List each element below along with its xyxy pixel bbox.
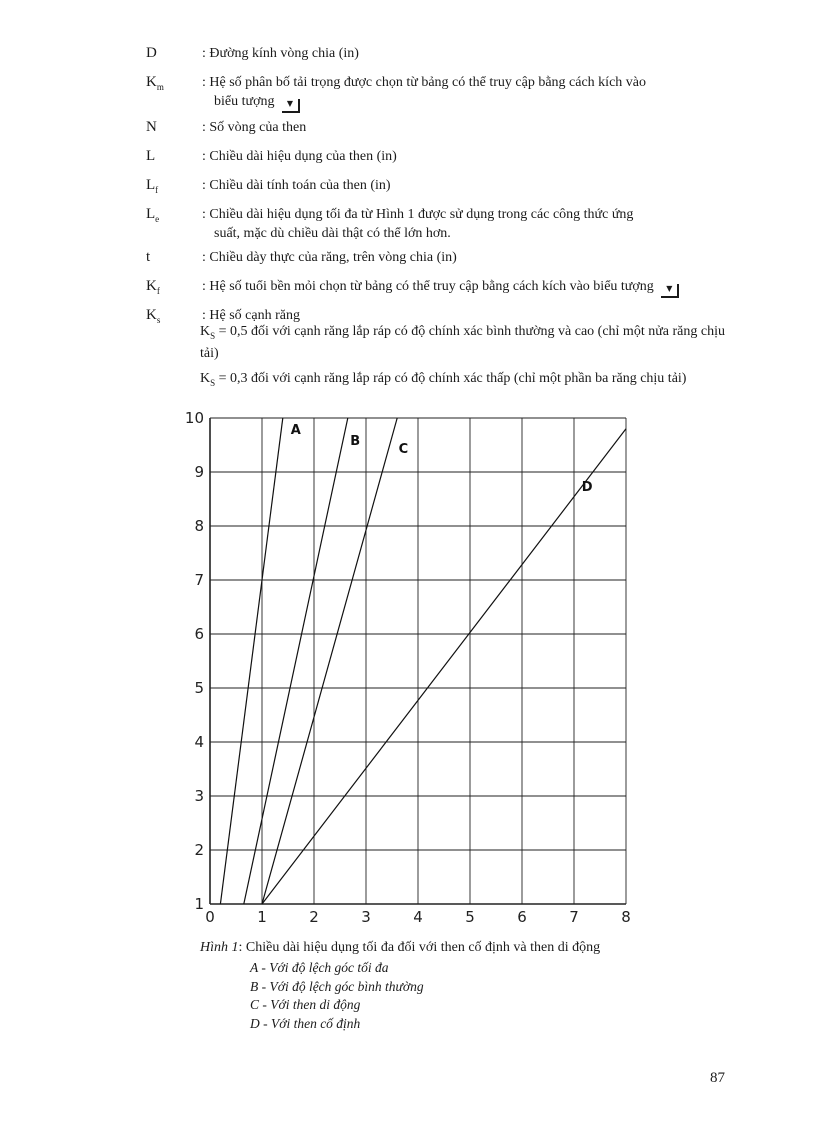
legend-item: D - Với then cố định bbox=[250, 1015, 361, 1031]
series-line-a bbox=[220, 418, 282, 904]
definition-symbol: N bbox=[146, 119, 157, 135]
ks-note: $K_S = 0,5$ đối với cạnh răng lắp ráp có độ chính xác bình thường và cao (chỉ một nửa răng chịu tải) bbox=[200, 324, 725, 361]
definition-symbol: $L_e$ bbox=[146, 206, 160, 224]
legend-item: A - Với độ lệch góc tối đa bbox=[250, 960, 389, 975]
series-label-a: A bbox=[290, 423, 301, 439]
definition-text: : Hệ số phân bố tải trọng được chọn từ bảng có thể truy cập bằng cách kích vào biểu tượng ▼ bbox=[202, 73, 746, 113]
definition-row bbox=[146, 277, 746, 301]
definition-text: : Đường kính vòng chia (in) bbox=[202, 46, 359, 61]
definition-row bbox=[146, 205, 746, 243]
series-line-c bbox=[262, 418, 397, 904]
series-line-d bbox=[262, 429, 626, 904]
definition-row bbox=[146, 118, 746, 142]
y-tick-label: 1 bbox=[194, 895, 204, 913]
definition-text: : Hệ số cạnh răng bbox=[202, 308, 300, 323]
x-tick-label: 2 bbox=[309, 908, 319, 926]
definition-text: : Số vòng của then bbox=[202, 120, 307, 135]
legend-item: B - Với độ lệch góc bình thường bbox=[250, 978, 424, 994]
definition-row bbox=[146, 73, 746, 113]
figure-caption bbox=[200, 938, 600, 957]
definition-text: : Chiều dài hiệu dụng của then (in) bbox=[202, 149, 397, 164]
y-tick-label: 8 bbox=[194, 517, 204, 535]
y-tick-label: 7 bbox=[194, 571, 204, 589]
y-tick-label: 3 bbox=[194, 787, 204, 805]
y-tick-label: 5 bbox=[194, 679, 204, 697]
x-tick-label: 6 bbox=[517, 908, 527, 926]
definition-symbol: D bbox=[146, 45, 157, 61]
legend-item: C - Với then di động bbox=[250, 997, 361, 1012]
definition-text: : Hệ số tuổi bền mỏi chọn từ bảng có thể truy cập bằng cách kích vào biểu tượng ▼ bbox=[202, 277, 746, 298]
figure-legend bbox=[250, 959, 424, 1033]
series-label-c: C bbox=[398, 442, 409, 458]
definition-symbol: $K_s$ bbox=[146, 307, 161, 325]
y-tick-label: 2 bbox=[194, 841, 204, 859]
definition-symbol: L bbox=[146, 148, 156, 164]
definition-text: : Chiều dài hiệu dụng tối đa từ Hình 1 được sử dụng trong các công thức ứng suất, mặc dù chiều dài thật có thể lớn hơn. bbox=[202, 207, 634, 241]
y-tick-label: 9 bbox=[194, 463, 204, 481]
x-tick-label: 0 bbox=[205, 908, 215, 926]
caption-label: Hình 1 bbox=[200, 940, 239, 955]
series-line-b bbox=[244, 418, 348, 904]
definition-row bbox=[146, 176, 746, 200]
x-tick-label: 7 bbox=[569, 908, 579, 926]
y-tick-label: 4 bbox=[194, 733, 204, 751]
definition-text: : Chiều dày thực của răng, trên vòng chia (in) bbox=[202, 250, 457, 265]
table-lookup-icon[interactable]: ▼ bbox=[282, 99, 300, 113]
x-tick-label: 5 bbox=[465, 908, 475, 926]
y-tick-label: 6 bbox=[194, 625, 204, 643]
definition-symbol: t bbox=[146, 249, 151, 265]
definition-row bbox=[146, 44, 746, 68]
definition-text: : Chiều dài tính toán của then (in) bbox=[202, 178, 391, 193]
ks-note: $K_S = 0,3$ đối với cạnh răng lắp ráp có độ chính xác thấp (chỉ một phần ba răng chịu tải) bbox=[200, 370, 687, 388]
definitions-list bbox=[146, 44, 746, 335]
definition-row bbox=[146, 248, 746, 272]
x-tick-label: 4 bbox=[413, 908, 423, 926]
definition-symbol: $K_m$ bbox=[146, 74, 164, 92]
caption-text: : Chiều dài hiệu dụng tối đa đối với then cố định và then di động bbox=[238, 940, 601, 955]
series-label-b: B bbox=[350, 434, 361, 449]
x-tick-label: 3 bbox=[361, 908, 371, 926]
page-number: 87 bbox=[710, 1070, 725, 1086]
series-label-d: D bbox=[581, 479, 593, 495]
x-tick-label: 8 bbox=[621, 908, 631, 926]
ks-notes bbox=[200, 323, 740, 400]
x-tick-label: 1 bbox=[257, 908, 267, 926]
y-tick-label: 10 bbox=[184, 409, 204, 427]
definition-symbol: $K_f$ bbox=[146, 278, 160, 296]
definition-symbol: $L_f$ bbox=[146, 177, 159, 195]
effective-length-chart bbox=[180, 408, 650, 928]
table-lookup-icon[interactable]: ▼ bbox=[661, 284, 679, 298]
definition-row bbox=[146, 147, 746, 171]
